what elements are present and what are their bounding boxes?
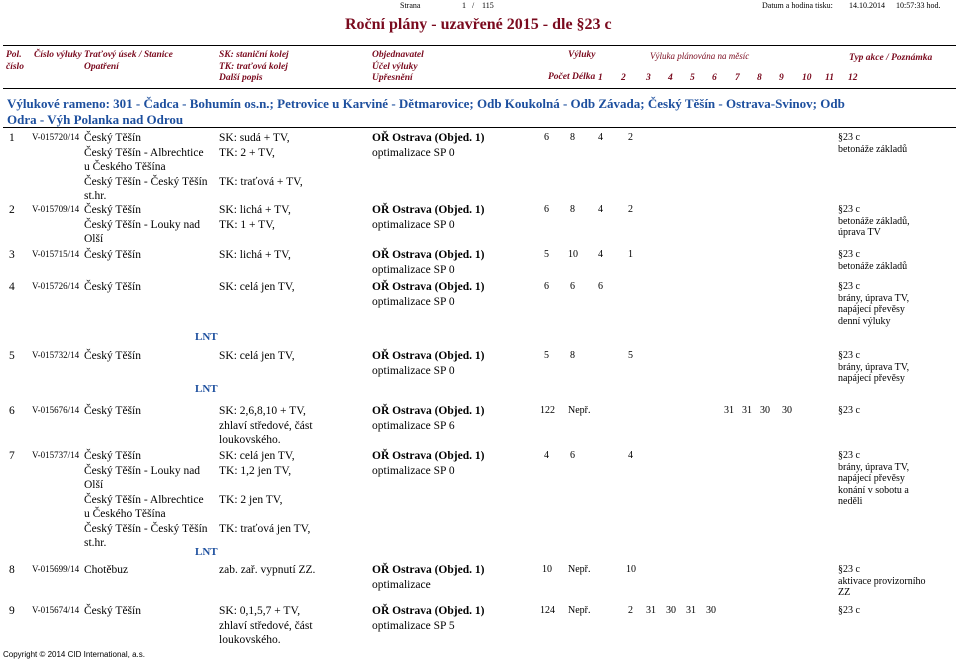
row-ucel: optimalizace SP 0 [372,464,455,477]
month-header: 2 [621,73,626,83]
row-trat-line: Český Těšín [84,204,141,216]
row-objednavatel: OŘ Ostrava (Objed. 1) [372,605,485,617]
row-sk-line: TK: 2 jen TV, [219,493,283,506]
row-trat-line: Český Těšín [84,249,141,261]
row-trat-line: Český Těšín [84,605,141,617]
row-objednavatel: OŘ Ostrava (Objed. 1) [372,405,485,417]
row-poznamka-line: betonáže základů, [838,215,910,227]
row-poznamka-line: brány, úprava TV, [838,361,910,373]
row-trat-line: Český Těšín [84,405,141,417]
col-sk [219,50,289,85]
row-objednavatel: OŘ Ostrava (Objed. 1) [372,132,485,144]
month-header: 10 [802,73,812,83]
row-poznamka-line: betonáže základů [838,260,908,272]
row-plan-value: 5 [544,350,549,361]
col-trat-line1: Traťový úsek / Stanice [84,50,173,60]
section-rule [3,127,956,128]
month-header: 3 [646,73,651,83]
row-poznamka-line: napájecí převěsy [838,373,905,385]
section-line1: Výlukové rameno: 301 - Čadca - Bohumín os.n.; Petrovice u Karviné - Dětmarovice; Odb Koukolná - Odb Závada; Český Těšín - Ostrava-Svinov; Odb [7,96,845,111]
row-objednavatel: OŘ Ostrava (Objed. 1) [372,281,485,293]
row-pol: 9 [9,605,15,617]
row-trat-line: Český Těšín - Český Těšín [84,175,208,188]
row-plan-value: 6 [544,281,549,292]
row-plan-value: 6 [598,281,603,292]
row-plan-value: 124 [540,605,555,616]
row-pol: 7 [9,450,15,462]
row-poznamka-line: §23 c [838,132,860,143]
row-plan-value: 30 [706,605,716,616]
month-header: 8 [757,73,762,83]
row-ucel: optimalizace SP 6 [372,419,455,432]
row-plan-value: 2 [628,605,633,616]
row-ucel: optimalizace SP 0 [372,263,455,276]
row-pol: 5 [9,350,15,362]
row-sk-line: loukovského. [219,634,281,646]
row-cislo: V-015674/14 [32,605,80,615]
row-cislo: V-015715/14 [32,249,80,259]
row-cislo: V-015720/14 [32,132,80,142]
row-cislo: V-015737/14 [32,450,80,460]
row-sk-line: TK: traťová jen TV, [219,522,311,535]
row-ucel: optimalizace SP 0 [372,146,455,159]
row-plan-value: 31 [646,605,656,616]
print-date-label: Datum a hodina tisku: [762,1,833,10]
col-trat-line2: Opatření [84,61,119,72]
col-typ: Typ akce / Poznámka [849,53,933,63]
row-trat-line: Český Těšín [84,132,141,144]
row-poznamka-line: brány, úprava TV, [838,461,910,473]
row-trat-line: u Českého Těšína [84,161,166,173]
row-plan-value: 4 [598,249,603,260]
row-plan-value: 31 [724,405,734,416]
month-header: 1 [598,73,603,83]
col-obj-line2: Účel výluky [372,61,418,72]
row-poznamka-line: betonáže základů [838,143,908,155]
row-sk-line: zab. zař. vypnutí ZZ. [219,564,316,576]
row-trat-line: Český Těšín - Albrechtice [84,493,204,506]
section-line2: Odra - Výh Polanka nad Odrou [7,112,184,127]
col-pocet: Počet [548,72,570,82]
row-objednavatel: OŘ Ostrava (Objed. 1) [372,450,485,462]
row-sk-line: SK: celá jen TV, [219,450,295,462]
row-plan-value: 30 [666,605,676,616]
col-mesic: Výluka plánována na měsíc [650,51,750,61]
row-plan-value: 4 [628,450,633,461]
row-trat-line: u Českého Těšína [84,508,166,520]
section-heading [7,96,845,128]
page-total: 115 [482,1,494,10]
row-plan-value: 30 [782,405,792,416]
row-lnt-mark: LNT [195,383,218,395]
row-plan-value: Nepř. [568,405,591,416]
row-plan-value: 5 [628,350,633,361]
row-poznamka-line: brány, úprava TV, [838,292,910,304]
row-plan-value: 8 [570,204,575,215]
row-poznamka-line: §23 c [838,405,860,416]
row-poznamka-line: §23 c [838,605,860,616]
row-plan-value: 10 [626,564,636,575]
row-poznamka-line: denní výluky [838,315,891,327]
row-sk-line: SK: celá jen TV, [219,350,295,362]
row-plan-value: 6 [570,281,575,292]
col-sk-line1: SK: staniční kolej [219,50,289,60]
row-sk-line: loukovského. [219,434,281,446]
row-plan-value: 10 [542,564,552,575]
row-pol: 6 [9,405,15,417]
row-sk-line: SK: lichá + TV, [219,204,291,216]
row-trat-line: Český Těšín - Český Těšín [84,522,208,535]
col-pol-line1: Pol. [6,50,22,60]
header-top-rule [3,45,956,46]
row-plan-value: 6 [544,204,549,215]
row-sk-line: TK: 1 + TV, [219,218,275,231]
row-trat-line: Olší [84,233,104,245]
print-date: 14.10.2014 [849,1,885,10]
row-trat-line: Olší [84,479,104,491]
header-bottom-rule [3,88,956,89]
row-cislo: V-015676/14 [32,405,80,415]
row-trat-line: Chotěbuz [84,564,129,576]
col-pol [6,50,24,73]
row-plan-value: 10 [568,249,578,260]
row-poznamka-line: §23 c [838,204,860,215]
row-plan-value: 1 [628,249,633,260]
row-trat-line: st.hr. [84,537,107,549]
row-sk-line: SK: 0,1,5,7 + TV, [219,605,301,617]
row-sk-line: TK: traťová + TV, [219,175,303,188]
month-header: 12 [848,73,858,83]
row-plan-value: Nepř. [568,605,591,616]
row-cislo: V-015709/14 [32,204,80,214]
row-plan-value: 30 [760,405,770,416]
col-obj-line3: Upřesnění [372,73,413,83]
row-sk-line: zhlaví středové, část [219,419,313,432]
row-trat-line: Český Těšín [84,450,141,462]
row-objednavatel: OŘ Ostrava (Objed. 1) [372,204,485,216]
row-pol: 3 [9,249,15,261]
col-delka: Délka [572,72,596,82]
month-header: 5 [690,73,695,83]
row-poznamka-line: napájecí převěsy [838,473,905,485]
row-poznamka-line: úprava TV [838,227,881,239]
page-label: Strana [400,1,421,10]
row-pol: 4 [9,281,15,293]
col-cislo: Číslo výluky [34,50,82,60]
month-header: 7 [735,73,740,83]
col-objednavatel [372,50,424,85]
row-sk-line: SK: 2,6,8,10 + TV, [219,405,306,417]
row-trat-line: Český Těšín - Louky nad [84,464,201,477]
row-trat-line: Český Těšín [84,281,141,293]
copyright: Copyright © 2014 CID International, a.s. [3,650,145,659]
row-plan-value: 4 [598,132,603,143]
print-time: 10:57:33 hod. [896,1,941,10]
row-cislo: V-015732/14 [32,350,80,360]
col-vyluky: Výluky [568,50,596,60]
row-plan-value: 2 [628,204,633,215]
row-ucel: optimalizace SP 5 [372,619,455,632]
row-plan-value: 31 [686,605,696,616]
row-plan-value: 4 [598,204,603,215]
row-poznamka-line: §23 c [838,564,860,575]
row-objednavatel: OŘ Ostrava (Objed. 1) [372,249,485,261]
row-pol: 8 [9,564,15,576]
row-ucel: optimalizace [372,578,431,591]
row-objednavatel: OŘ Ostrava (Objed. 1) [372,564,485,576]
row-plan-value: 8 [570,132,575,143]
row-plan-value: 8 [570,350,575,361]
row-plan-value: 31 [742,405,752,416]
row-poznamka-line: konání v sobotu a [838,484,909,496]
row-ucel: optimalizace SP 0 [372,364,455,377]
row-sk-line: TK: 2 + TV, [219,146,275,159]
row-sk-line: SK: lichá + TV, [219,249,291,261]
page-sep: / [472,1,475,10]
row-poznamka-line: ZZ [838,587,851,599]
col-pol-line2: číslo [6,61,24,72]
row-trat-line: Český Těšín - Louky nad [84,218,201,231]
page-current: 1 [462,1,466,10]
row-plan-value: 6 [570,450,575,461]
row-poznamka-line: §23 c [838,281,860,292]
row-poznamka-line: §23 c [838,249,860,260]
row-plan-value: 5 [544,249,549,260]
month-header: 4 [668,73,673,83]
row-plan-value: Nepř. [568,564,591,575]
row-plan-value: 4 [544,450,549,461]
row-poznamka-line: §23 c [838,350,860,361]
month-header: 11 [825,73,834,83]
row-pol: 2 [9,204,15,216]
row-sk-line: TK: 1,2 jen TV, [219,464,292,477]
row-poznamka-line: aktivace provizorního [838,575,926,587]
row-plan-value: 6 [544,132,549,143]
row-poznamka-line: §23 c [838,450,860,461]
col-trat [84,50,173,73]
page-title: Roční plány - uzavřené 2015 - dle §23 c [345,16,612,33]
row-poznamka-line: napájecí převěsy [838,304,905,316]
row-cislo: V-015726/14 [32,281,80,291]
row-sk-line: SK: sudá + TV, [219,132,290,144]
row-trat-line: st.hr. [84,190,107,202]
row-sk-line: SK: celá jen TV, [219,281,295,293]
row-ucel: optimalizace SP 0 [372,295,455,308]
row-sk-line: zhlaví středové, část [219,619,313,632]
row-trat-line: Český Těšín [84,350,141,362]
row-ucel: optimalizace SP 0 [372,218,455,231]
row-poznamka-line: neděli [838,496,863,508]
row-cislo: V-015699/14 [32,564,80,574]
row-objednavatel: OŘ Ostrava (Objed. 1) [372,350,485,362]
row-plan-value: 122 [540,405,555,416]
col-obj-line1: Objednavatel [372,50,424,60]
month-header: 6 [712,73,717,83]
col-sk-line3: Další popis [219,73,263,83]
row-trat-line: Český Těšín - Albrechtice [84,146,204,159]
col-sk-line2: TK: traťová kolej [219,61,288,72]
row-plan-value: 2 [628,132,633,143]
row-pol: 1 [9,132,15,144]
row-lnt-mark: LNT [195,546,218,558]
month-header: 9 [779,73,784,83]
row-lnt-mark: LNT [195,331,218,343]
